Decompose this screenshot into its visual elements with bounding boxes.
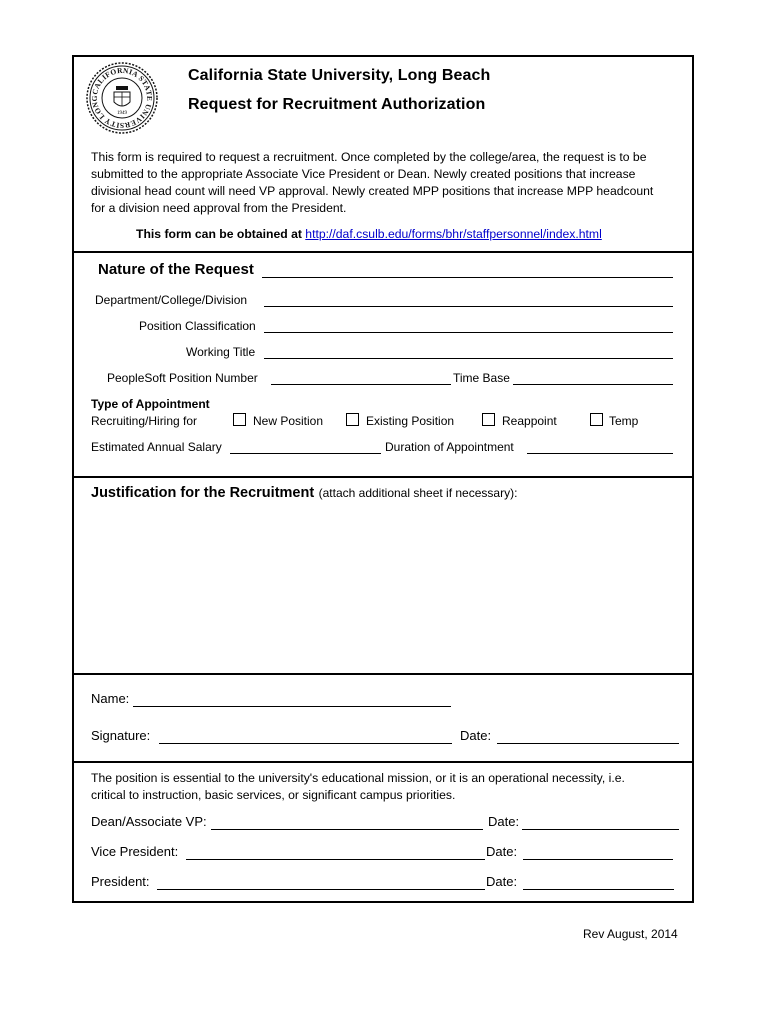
nature-heading: Nature of the Request — [98, 261, 254, 278]
time-base-field[interactable] — [513, 384, 673, 385]
intro-line-2: submitted to the appropriate Associate Vice President or Dean. Newly created positions that increase — [91, 167, 636, 181]
obtain-line — [136, 226, 602, 243]
salary-label: Estimated Annual Salary — [91, 440, 222, 454]
president-label: President: — [91, 874, 150, 889]
peoplesoft-field[interactable] — [271, 384, 451, 385]
justification-note: (attach additional sheet if necessary): — [318, 486, 518, 500]
seal-year: 1949 — [117, 111, 127, 116]
new-position-checkbox[interactable] — [233, 413, 246, 426]
justification-heading-line — [91, 484, 517, 502]
working-title-field[interactable] — [264, 358, 673, 359]
working-title-label: Working Title — [186, 345, 256, 359]
nature-heading-underline — [262, 277, 673, 278]
vp-date-label: Date: — [486, 844, 518, 859]
recruiting-hiring-label: Recruiting/Hiring for — [91, 414, 198, 428]
name-label: Name: — [91, 691, 130, 706]
section-divider-3 — [72, 673, 694, 675]
form-url-link[interactable]: http://daf.csulb.edu/forms/bhr/staffpersonnel/index.html — [305, 227, 602, 241]
signature-field[interactable] — [159, 743, 452, 744]
vp-label: Vice President: — [91, 844, 179, 859]
reappoint-label: Reappoint — [502, 414, 557, 428]
justification-heading: Justification for the Recruitment — [91, 485, 315, 501]
form-title: Request for Recruitment Authorization — [188, 96, 486, 113]
requester-date-field[interactable] — [497, 743, 679, 744]
dean-signature-field[interactable] — [211, 829, 483, 830]
president-date-label: Date: — [486, 874, 518, 889]
approval-statement-line-2: critical to instruction, basic services, or significant campus priorities. — [91, 788, 456, 802]
existing-position-checkbox[interactable] — [346, 413, 359, 426]
signature-label: Signature: — [91, 728, 151, 743]
dean-date-label: Date: — [488, 814, 520, 829]
department-label: Department/College/Division — [95, 293, 248, 307]
position-classification-field[interactable] — [264, 332, 673, 333]
peoplesoft-label: PeopleSoft Position Number — [107, 371, 258, 385]
obtain-label: This form can be obtained at — [136, 227, 302, 241]
department-field[interactable] — [264, 306, 673, 307]
intro-line-3: divisional head count will need VP approval. Newly created MPP positions that increase MPP headcount — [91, 184, 654, 198]
justification-textarea[interactable] — [80, 508, 686, 668]
time-base-label: Time Base — [453, 371, 510, 385]
intro-line-4: for a division need approval from the President. — [91, 201, 347, 215]
existing-position-label: Existing Position — [366, 414, 455, 428]
requester-date-label: Date: — [460, 728, 492, 743]
section-divider-2 — [72, 476, 694, 478]
president-signature-field[interactable] — [157, 889, 485, 890]
name-field[interactable] — [133, 706, 451, 707]
type-of-appointment-heading: Type of Appointment — [91, 397, 210, 411]
vp-signature-field[interactable] — [186, 859, 485, 860]
intro-line-1: This form is required to request a recruitment. Once completed by the college/area, the request is to be — [91, 150, 647, 164]
position-classification-label: Position Classification — [139, 319, 256, 333]
duration-field[interactable] — [527, 453, 673, 454]
reappoint-checkbox[interactable] — [482, 413, 495, 426]
section-divider-4 — [72, 761, 694, 763]
seal-ring-text: CALIFORNIA STATE UNIVERSITY LONG — [89, 65, 155, 131]
dean-date-field[interactable] — [522, 829, 679, 830]
approval-statement-line-1: The position is essential to the university's educational mission, or it is an operational necessity, i.e. — [91, 771, 625, 785]
section-divider-1 — [72, 251, 694, 253]
temp-label: Temp — [609, 414, 639, 428]
dean-label: Dean/Associate VP: — [91, 814, 207, 829]
temp-checkbox[interactable] — [590, 413, 603, 426]
president-date-field[interactable] — [523, 889, 674, 890]
university-name: California State University, Long Beach — [188, 67, 491, 84]
vp-date-field[interactable] — [523, 859, 673, 860]
new-position-label: New Position — [253, 414, 324, 428]
duration-label: Duration of Appointment — [385, 440, 514, 454]
revision-note: Rev August, 2014 — [583, 927, 678, 941]
salary-field[interactable] — [230, 453, 381, 454]
